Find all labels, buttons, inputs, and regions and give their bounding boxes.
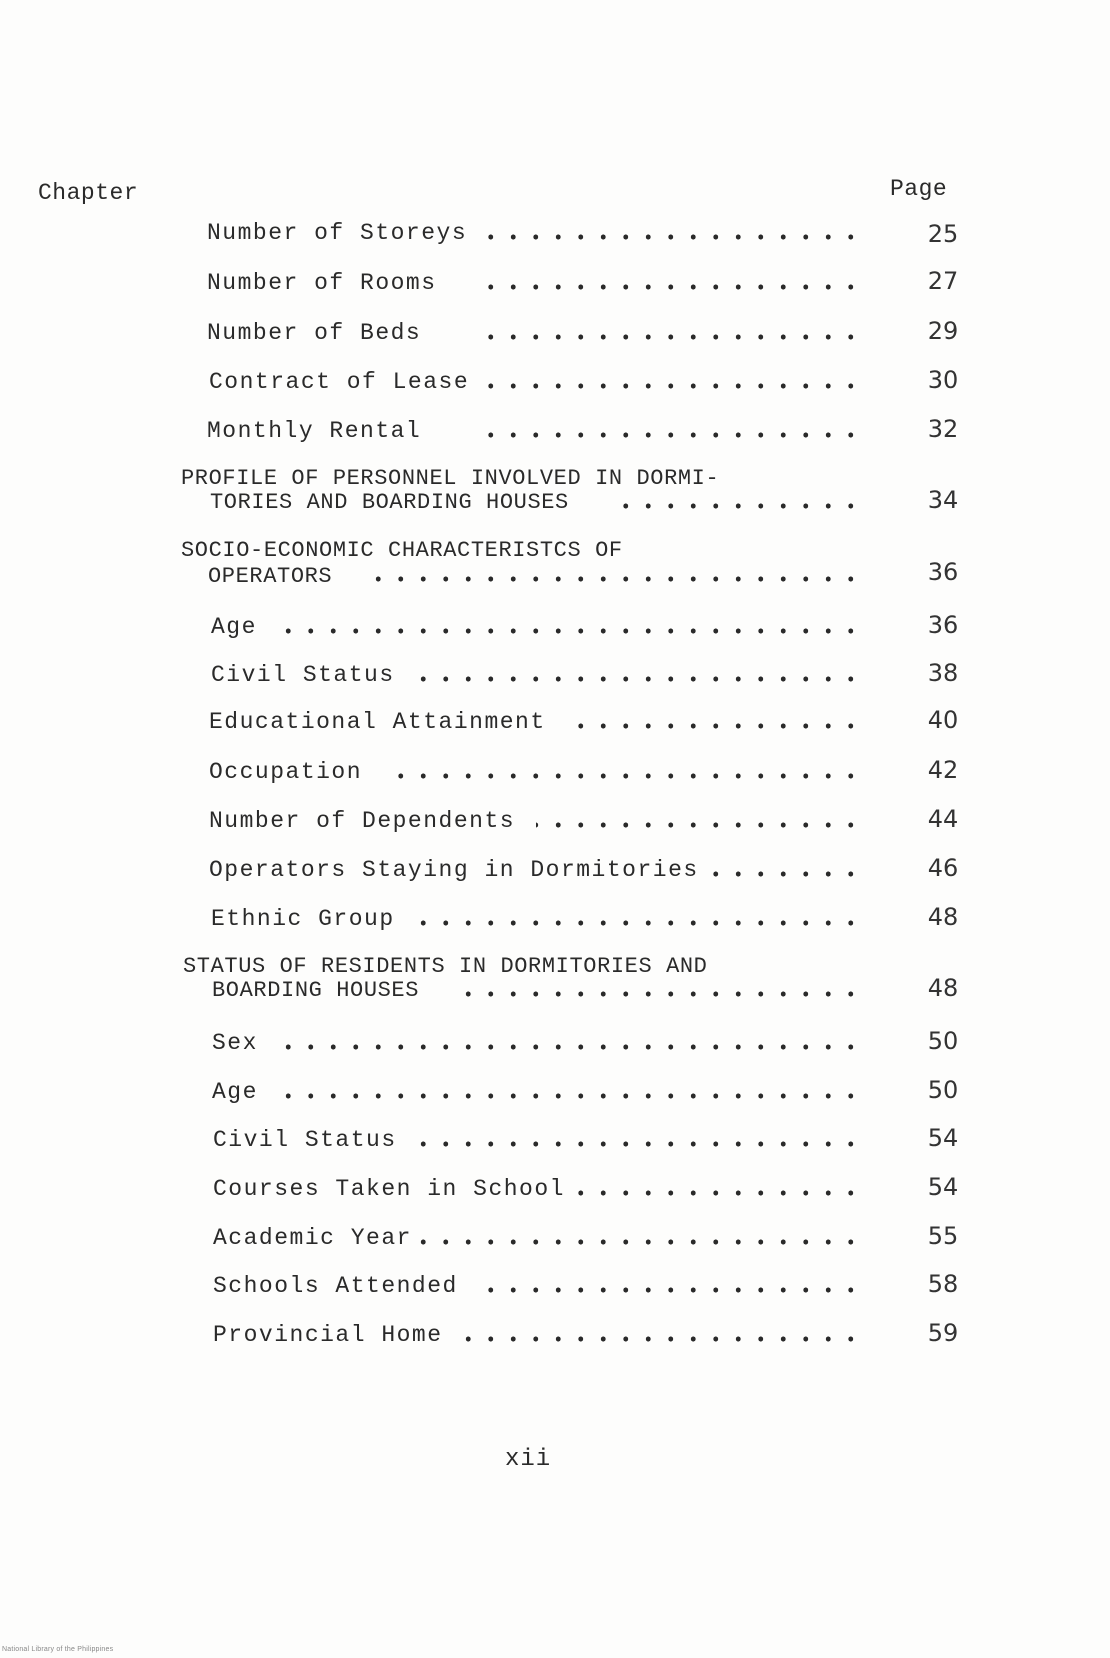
toc-entry-page: 50 [927, 1027, 959, 1055]
toc-entry-page: 54 [927, 1173, 959, 1201]
toc-entry-page: 55 [927, 1222, 959, 1250]
dot-leader [272, 1093, 862, 1099]
dot-leader [478, 1287, 862, 1293]
toc-entry-page: 48 [927, 974, 959, 1002]
dot-leader [450, 1336, 862, 1342]
toc-entry-title: Schools Attended [213, 1273, 458, 1299]
toc-entry-title: Number of Storeys [207, 220, 468, 246]
toc-entry-page: 25 [927, 220, 959, 248]
toc-entry-title: Contract of Lease [209, 369, 470, 395]
toc-entry-page: 46 [927, 854, 959, 882]
toc-entry-title: Age [211, 614, 257, 640]
dot-leader [272, 1044, 862, 1050]
toc-entry-title: Number of Beds [207, 320, 422, 346]
toc-entry-title: Civil Status [211, 662, 395, 688]
dot-leader [476, 234, 862, 240]
toc-entry-page: 50 [927, 1076, 959, 1104]
dot-leader [476, 432, 862, 438]
toc-section-title-line1: PROFILE OF PERSONNEL INVOLVED IN DORMI- [181, 466, 720, 491]
toc-entry-page: 44 [927, 805, 959, 833]
toc-entry-page: 32 [927, 415, 959, 443]
toc-entry-title: Operators Staying in Dormitories [209, 857, 699, 883]
toc-entry-title: Courses Taken in School [213, 1176, 565, 1202]
dot-leader [562, 723, 862, 729]
toc-entry-page: 36 [927, 611, 959, 639]
toc-entry-title: Civil Status [213, 1127, 397, 1153]
dot-leader [362, 576, 862, 582]
toc-entry-page: 29 [927, 317, 959, 345]
toc-entry-page: 36 [927, 558, 959, 586]
dot-leader [712, 871, 862, 877]
dot-leader [476, 284, 862, 290]
toc-entry-title: Monthly Rental [207, 418, 422, 444]
toc-section-title-line1: SOCIO-ECONOMIC CHARACTERISTCS OF [181, 538, 623, 563]
dot-leader [608, 503, 862, 509]
dot-leader [476, 334, 862, 340]
dot-leader [536, 822, 862, 828]
page-column-header: Page [890, 176, 948, 202]
toc-entry-page: 27 [927, 267, 959, 295]
toc-section-title-line2: OPERATORS [208, 564, 333, 589]
toc-entry-title: Ethnic Group [211, 906, 395, 932]
toc-entry-page: 59 [927, 1319, 959, 1347]
dot-leader [418, 1141, 862, 1147]
toc-entry-page: 40 [927, 706, 959, 734]
dot-leader [420, 1239, 862, 1245]
toc-entry-title: Occupation [209, 759, 363, 785]
toc-section-title-line1: STATUS OF RESIDENTS IN DORMITORIES AND [183, 954, 708, 979]
toc-section-title-line2: BOARDING HOUSES [212, 978, 420, 1003]
toc-entry-page: 30 [927, 366, 959, 394]
toc-entry-title: Age [212, 1079, 258, 1105]
dot-leader [476, 383, 862, 389]
dot-leader [450, 991, 862, 997]
toc-section-title-line2: TORIES AND BOARDING HOUSES [210, 490, 569, 515]
toc-entry-page: 42 [927, 756, 959, 784]
toc-entry-page: 38 [927, 659, 959, 687]
toc-entry-title: Educational Attainment [209, 709, 546, 735]
toc-entry-title: Provincial Home [213, 1322, 443, 1348]
dot-leader [418, 920, 862, 926]
dot-leader [386, 773, 862, 779]
dot-leader [272, 628, 862, 634]
dot-leader [566, 1190, 862, 1196]
scan-watermark: National Library of the Philippines [2, 1646, 114, 1653]
dot-leader [416, 676, 862, 682]
toc-entry-page: 54 [927, 1124, 959, 1152]
toc-entry-title: Academic Year [213, 1225, 412, 1251]
chapter-column-header: Chapter [38, 180, 139, 206]
page-number: xii [505, 1446, 552, 1473]
toc-entry-title: Number of Rooms [207, 270, 437, 296]
toc-entry-page: 58 [927, 1270, 959, 1298]
toc-entry-title: Number of Dependents [209, 808, 516, 834]
toc-entry-title: Sex [212, 1030, 258, 1056]
toc-entry-page: 48 [927, 903, 959, 931]
toc-entry-page: 34 [927, 486, 959, 514]
